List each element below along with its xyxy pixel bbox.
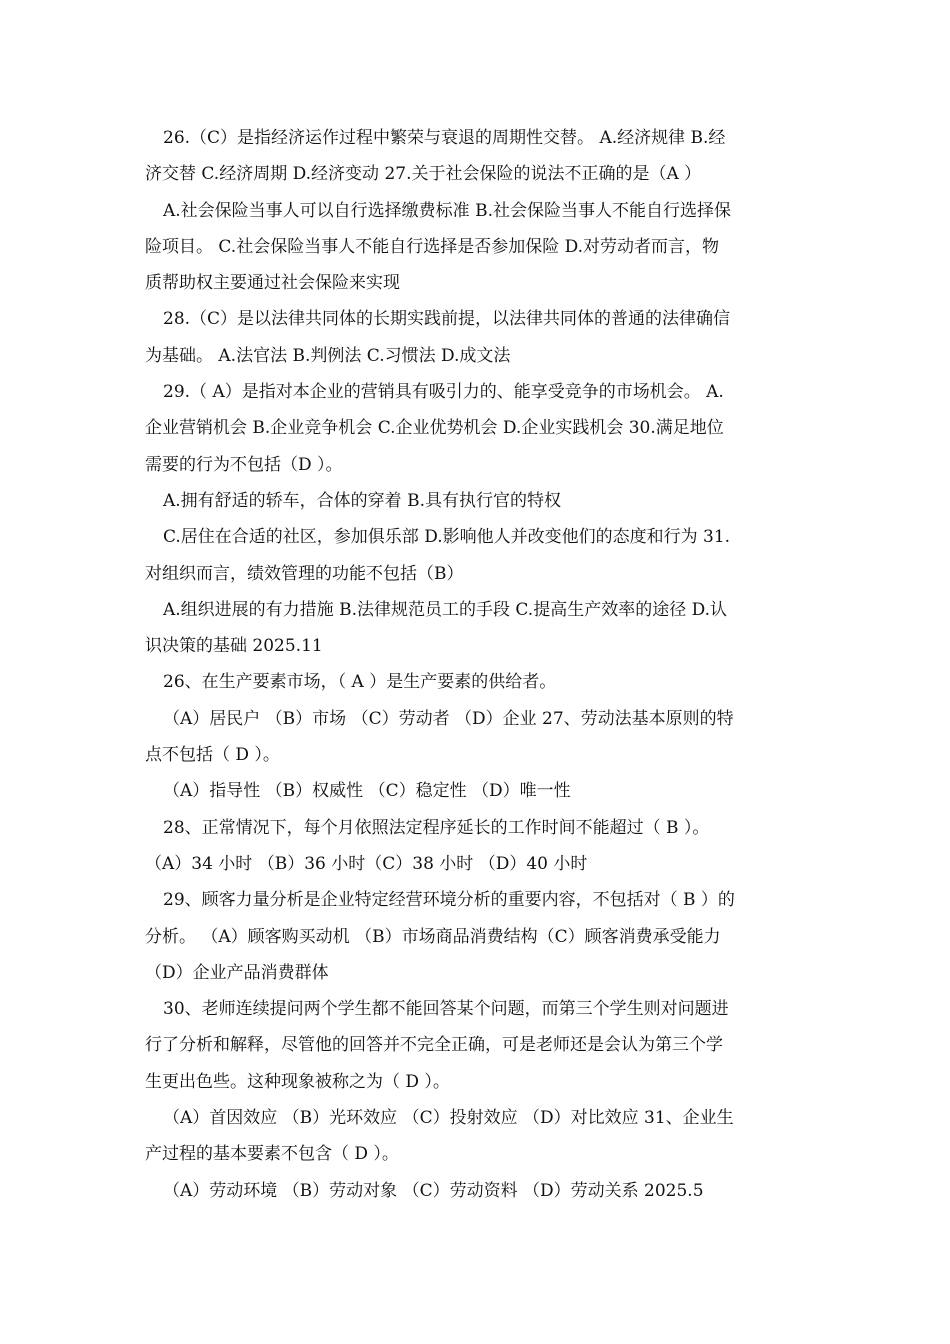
text-line: 30、老师连续提问两个学生都不能回答某个问题，而第三个学生则对问题进: [163, 999, 729, 1020]
text-line: 生更出色些。这种现象被称之为（ D ）。: [145, 1071, 450, 1092]
text-line: 分析。 （A）顾客购买动机 （B）市场商品消费结构（C）顾客消费承受能力: [145, 926, 721, 947]
text-line: （D）企业产品消费群体: [145, 962, 329, 983]
text-line: （A）首因效应 （B）光环效应 （C）投射效应 （D）对比效应 31、企业生: [163, 1108, 734, 1129]
text-line: 26、在生产要素市场，（ A ）是生产要素的供给者。: [163, 672, 557, 693]
text-line: （A）劳动环境 （B）劳动对象 （C）劳动资料 （D）劳动关系 2025.5: [163, 1180, 704, 1201]
text-line: 企业营销机会 B.企业竞争机会 C.企业优势机会 D.企业实践机会 30.满足地位: [145, 418, 724, 439]
document-page: [145, 120, 810, 1209]
text-line: 产过程的基本要素不包含（ D ）。: [145, 1144, 399, 1165]
text-line: A.组织进展的有力措施 B.法律规范员工的手段 C.提高生产效率的途径 D.认: [163, 599, 728, 620]
text-line: A.社会保险当事人可以自行选择缴费标准 B.社会保险当事人不能自行选择保: [163, 200, 731, 221]
text-line: （A）34 小时 （B）36 小时（C）38 小时 （D）40 小时: [145, 853, 588, 874]
text-line: 点不包括（ D ）。: [145, 745, 280, 766]
text-line: 28.（C）是以法律共同体的长期实践前提，以法律共同体的普通的法律确信: [163, 309, 731, 330]
text-line: C.居住在合适的社区，参加俱乐部 D.影响他人并改变他们的态度和行为 31.: [163, 527, 731, 548]
text-line: （A）居民户 （B）市场 （C）劳动者 （D）企业 27、劳动法基本原则的特: [163, 708, 734, 729]
text-line: 需要的行为不包括（D ）。: [145, 454, 343, 475]
text-line: 28、正常情况下，每个月依照法定程序延长的工作时间不能超过（ B ）。: [163, 817, 710, 838]
text-line: 质帮助权主要通过社会保险来实现: [145, 273, 400, 294]
text-line: 识决策的基础 2025.11: [145, 636, 323, 657]
text-line: （A）指导性 （B）权威性 （C）稳定性 （D）唯一性: [163, 781, 571, 802]
text-line: 29.（ A）是指对本企业的营销具有吸引力的、能享受竞争的市场机会。 A.: [163, 382, 724, 403]
text-line: 为基础。 A.法官法 B.判例法 C.习惯法 D.成文法: [145, 345, 511, 366]
text-line: 行了分析和解释，尽管他的回答并不完全正确，可是老师还是会认为第三个学: [145, 1035, 723, 1056]
text-line: 对组织而言，绩效管理的功能不包括（B）: [145, 563, 464, 584]
text-line: 29、顾客力量分析是企业特定经营环境分析的重要内容，不包括对（ B ）的: [163, 890, 735, 911]
text-line: 26.（C）是指经济运作过程中繁荣与衰退的周期性交替。 A.经济规律 B.经: [163, 128, 726, 148]
text-line: 济交替 C.经济周期 D.经济变动 27.关于社会保险的说法不正确的是（A ）: [145, 164, 702, 185]
text-line: 险项目。 C.社会保险当事人不能自行选择是否参加保险 D.对劳动者而言，物: [145, 236, 720, 257]
text-line: A.拥有舒适的轿车，合体的穿着 B.具有执行官的特权: [163, 490, 561, 511]
